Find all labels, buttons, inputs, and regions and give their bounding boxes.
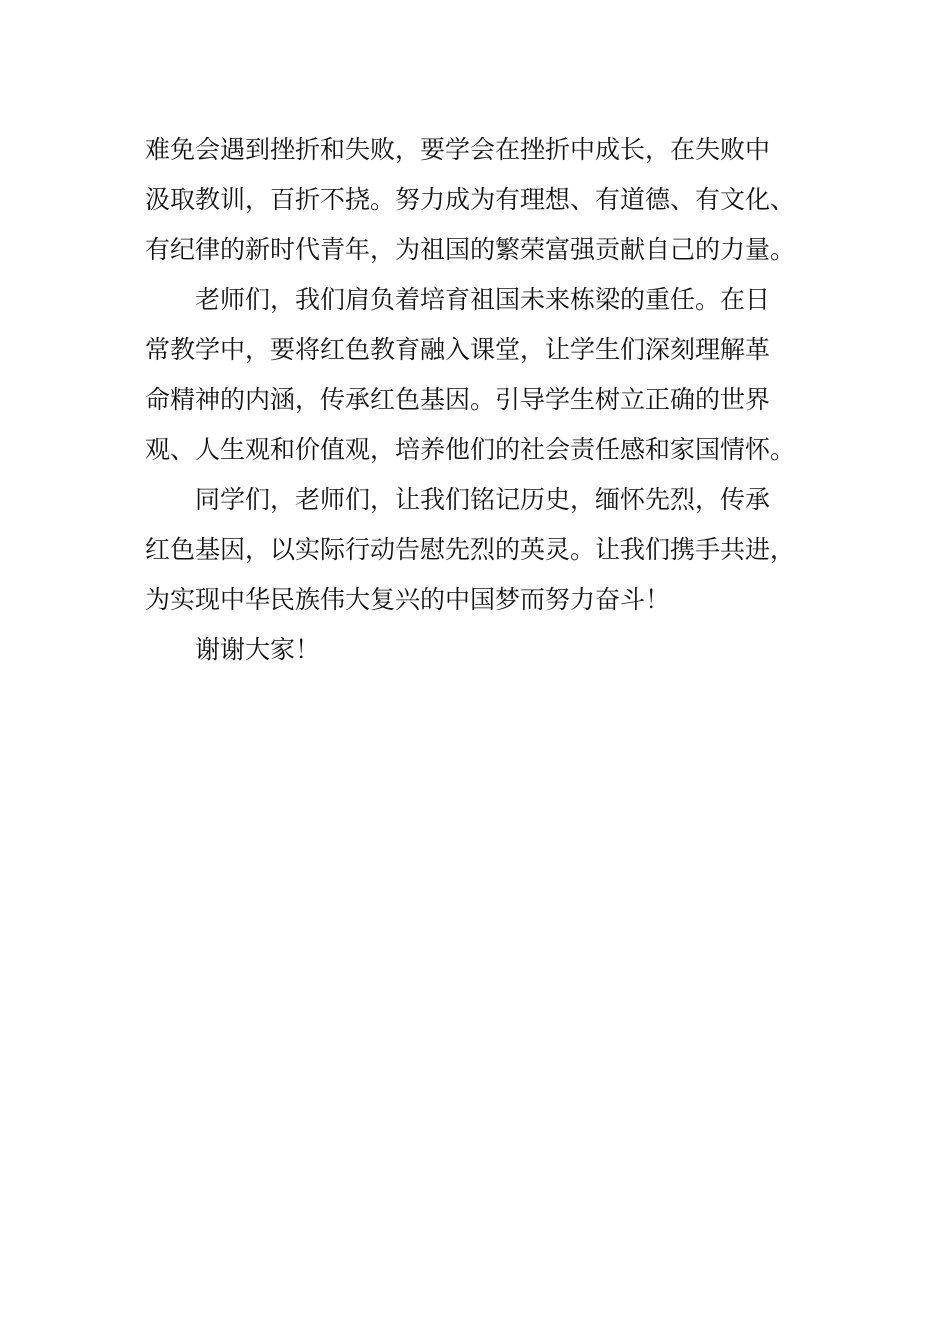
- text-line: 为实现中华民族伟大复兴的中国梦而努力奋斗！: [145, 585, 671, 614]
- text-line: 观、人生观和价值观，培养他们的社会责任感和家国情怀。: [145, 435, 796, 464]
- text-line: 红色基因，以实际行动告慰先烈的英灵。让我们携手共进，: [145, 535, 796, 564]
- text-line: 有纪律的新时代青年，为祖国的繁荣富强贡献自己的力量。: [145, 235, 796, 264]
- text-line: 汲取教训，百折不挠。努力成为有理想、有道德、有文化、: [145, 185, 796, 214]
- text-line: 难免会遇到挫折和失败，要学会在挫折中成长，在失败中: [145, 135, 771, 164]
- paragraph-start-line: 老师们，我们肩负着培育祖国未来栋梁的重任。在日: [195, 285, 771, 314]
- text-line: 命精神的内涵，传承红色基因。引导学生树立正确的世界: [145, 385, 771, 414]
- body-text: [145, 125, 815, 675]
- paragraph-start-line: 同学们，老师们，让我们铭记历史，缅怀先烈，传承: [195, 485, 771, 514]
- closing-line: 谢谢大家！: [195, 635, 321, 664]
- text-line: 常教学中，要将红色教育融入课堂，让学生们深刻理解革: [145, 335, 771, 364]
